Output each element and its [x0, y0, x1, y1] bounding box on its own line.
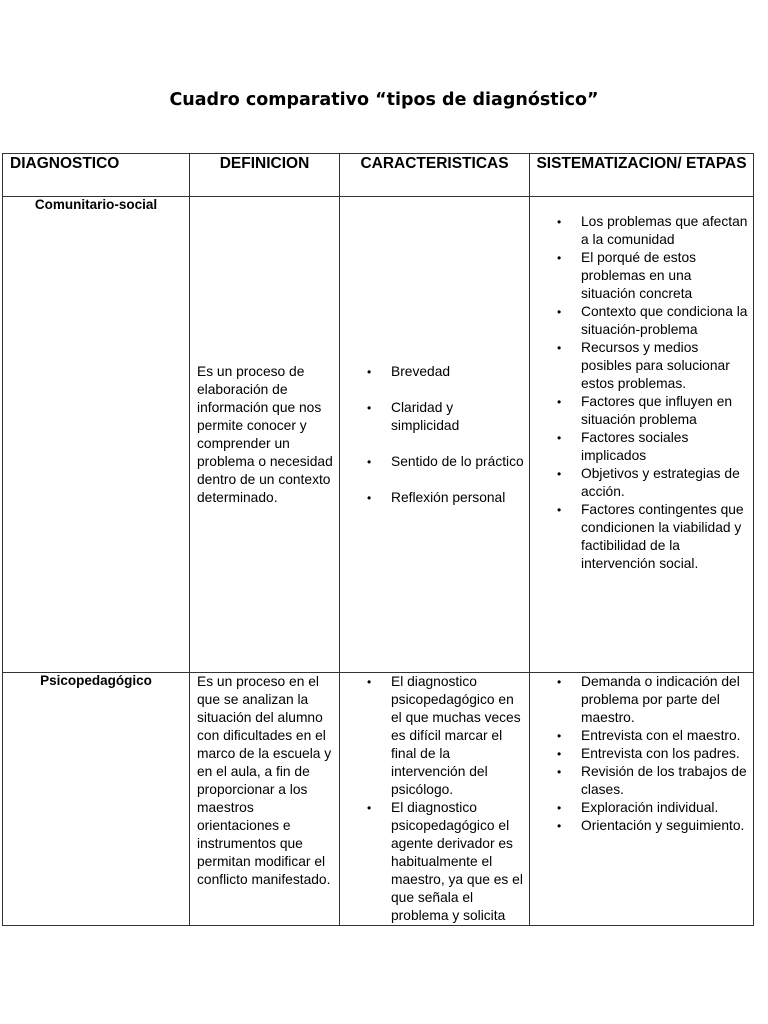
- list-item: • Reflexión personal: [340, 489, 525, 507]
- list-item: • Sentido de lo práctico: [340, 453, 525, 471]
- caracteristicas-cell: [340, 197, 530, 673]
- list-item: • Entrevista con el maestro.: [530, 727, 749, 745]
- header-diagnostico: DIAGNOSTICO: [3, 154, 190, 197]
- diagnostico-cell: Psicopedagógico: [3, 673, 190, 926]
- caracteristicas-list: [340, 363, 529, 507]
- header-definicion: DEFINICION: [190, 154, 340, 197]
- definicion-cell: [190, 673, 340, 926]
- list-item: • Demanda o indicación del problema por parte del maestro.: [530, 673, 749, 727]
- list-item: • Objetivos y estrategias de acción.: [530, 465, 749, 501]
- etapas-cell: [530, 197, 754, 673]
- list-item: • Recursos y medios posibles para solucionar estos problemas.: [530, 339, 749, 393]
- document-title: Cuadro comparativo “tipos de diagnóstico”: [169, 90, 599, 110]
- header-row: [3, 154, 754, 197]
- list-item: • Factores contingentes que condicionen la viabilidad y factibilidad de la intervención social.: [530, 501, 749, 573]
- list-item: • Revisión de los trabajos de clases.: [530, 763, 749, 799]
- list-item: • Factores que influyen en situación problema: [530, 393, 749, 429]
- definicion-cell: [190, 197, 340, 673]
- list-item: • Claridad y simplicidad: [340, 399, 525, 435]
- header-sistematizacion: SISTEMATIZACION/ ETAPAS: [530, 154, 754, 197]
- etapas-cell: [530, 673, 754, 926]
- caracteristicas-cell: [340, 673, 530, 926]
- header-caracteristicas: CARACTERISTICAS: [340, 154, 530, 197]
- etapas-list: [530, 197, 753, 573]
- etapas-list: [530, 673, 753, 835]
- list-item: • El porqué de estos problemas en una situación concreta: [530, 249, 749, 303]
- list-item: • Orientación y seguimiento.: [530, 817, 749, 835]
- definicion-text: Es un proceso de elaboración de información que nos permite conocer y comprender un problema o necesidad dentro de un contexto determinado.: [197, 363, 333, 505]
- table-row-psicopedagogico: [3, 673, 754, 926]
- list-item: • Contexto que condiciona la situación-problema: [530, 303, 749, 339]
- comparison-table: [2, 153, 754, 926]
- list-item: • Exploración individual.: [530, 799, 749, 817]
- list-item: • El diagnostico psicopedagógico en el que muchas veces es difícil marcar el final de la intervención del psicólogo.: [340, 673, 525, 799]
- caracteristicas-list: [340, 673, 529, 925]
- list-item: • Brevedad: [340, 363, 525, 381]
- definicion-text: Es un proceso en el que se analizan la situación del alumno con dificultades en el marco de la escuela y en el aula, a fin de proporcionar a los maestros orientaciones e instrumentos que permitan modificar el conflicto manifestado.: [197, 674, 332, 887]
- list-item: • El diagnostico psicopedagógico el agente derivador es habitualmente el maestro, ya que es el que señala el problema y solicita: [340, 799, 525, 925]
- list-item: • Entrevista con los padres.: [530, 745, 749, 763]
- list-item: • Los problemas que afectan a la comunidad: [530, 213, 749, 249]
- list-item: • Factores sociales implicados: [530, 429, 749, 465]
- table-row-comunitario: [3, 197, 754, 673]
- diagnostico-cell: Comunitario-social: [3, 197, 190, 673]
